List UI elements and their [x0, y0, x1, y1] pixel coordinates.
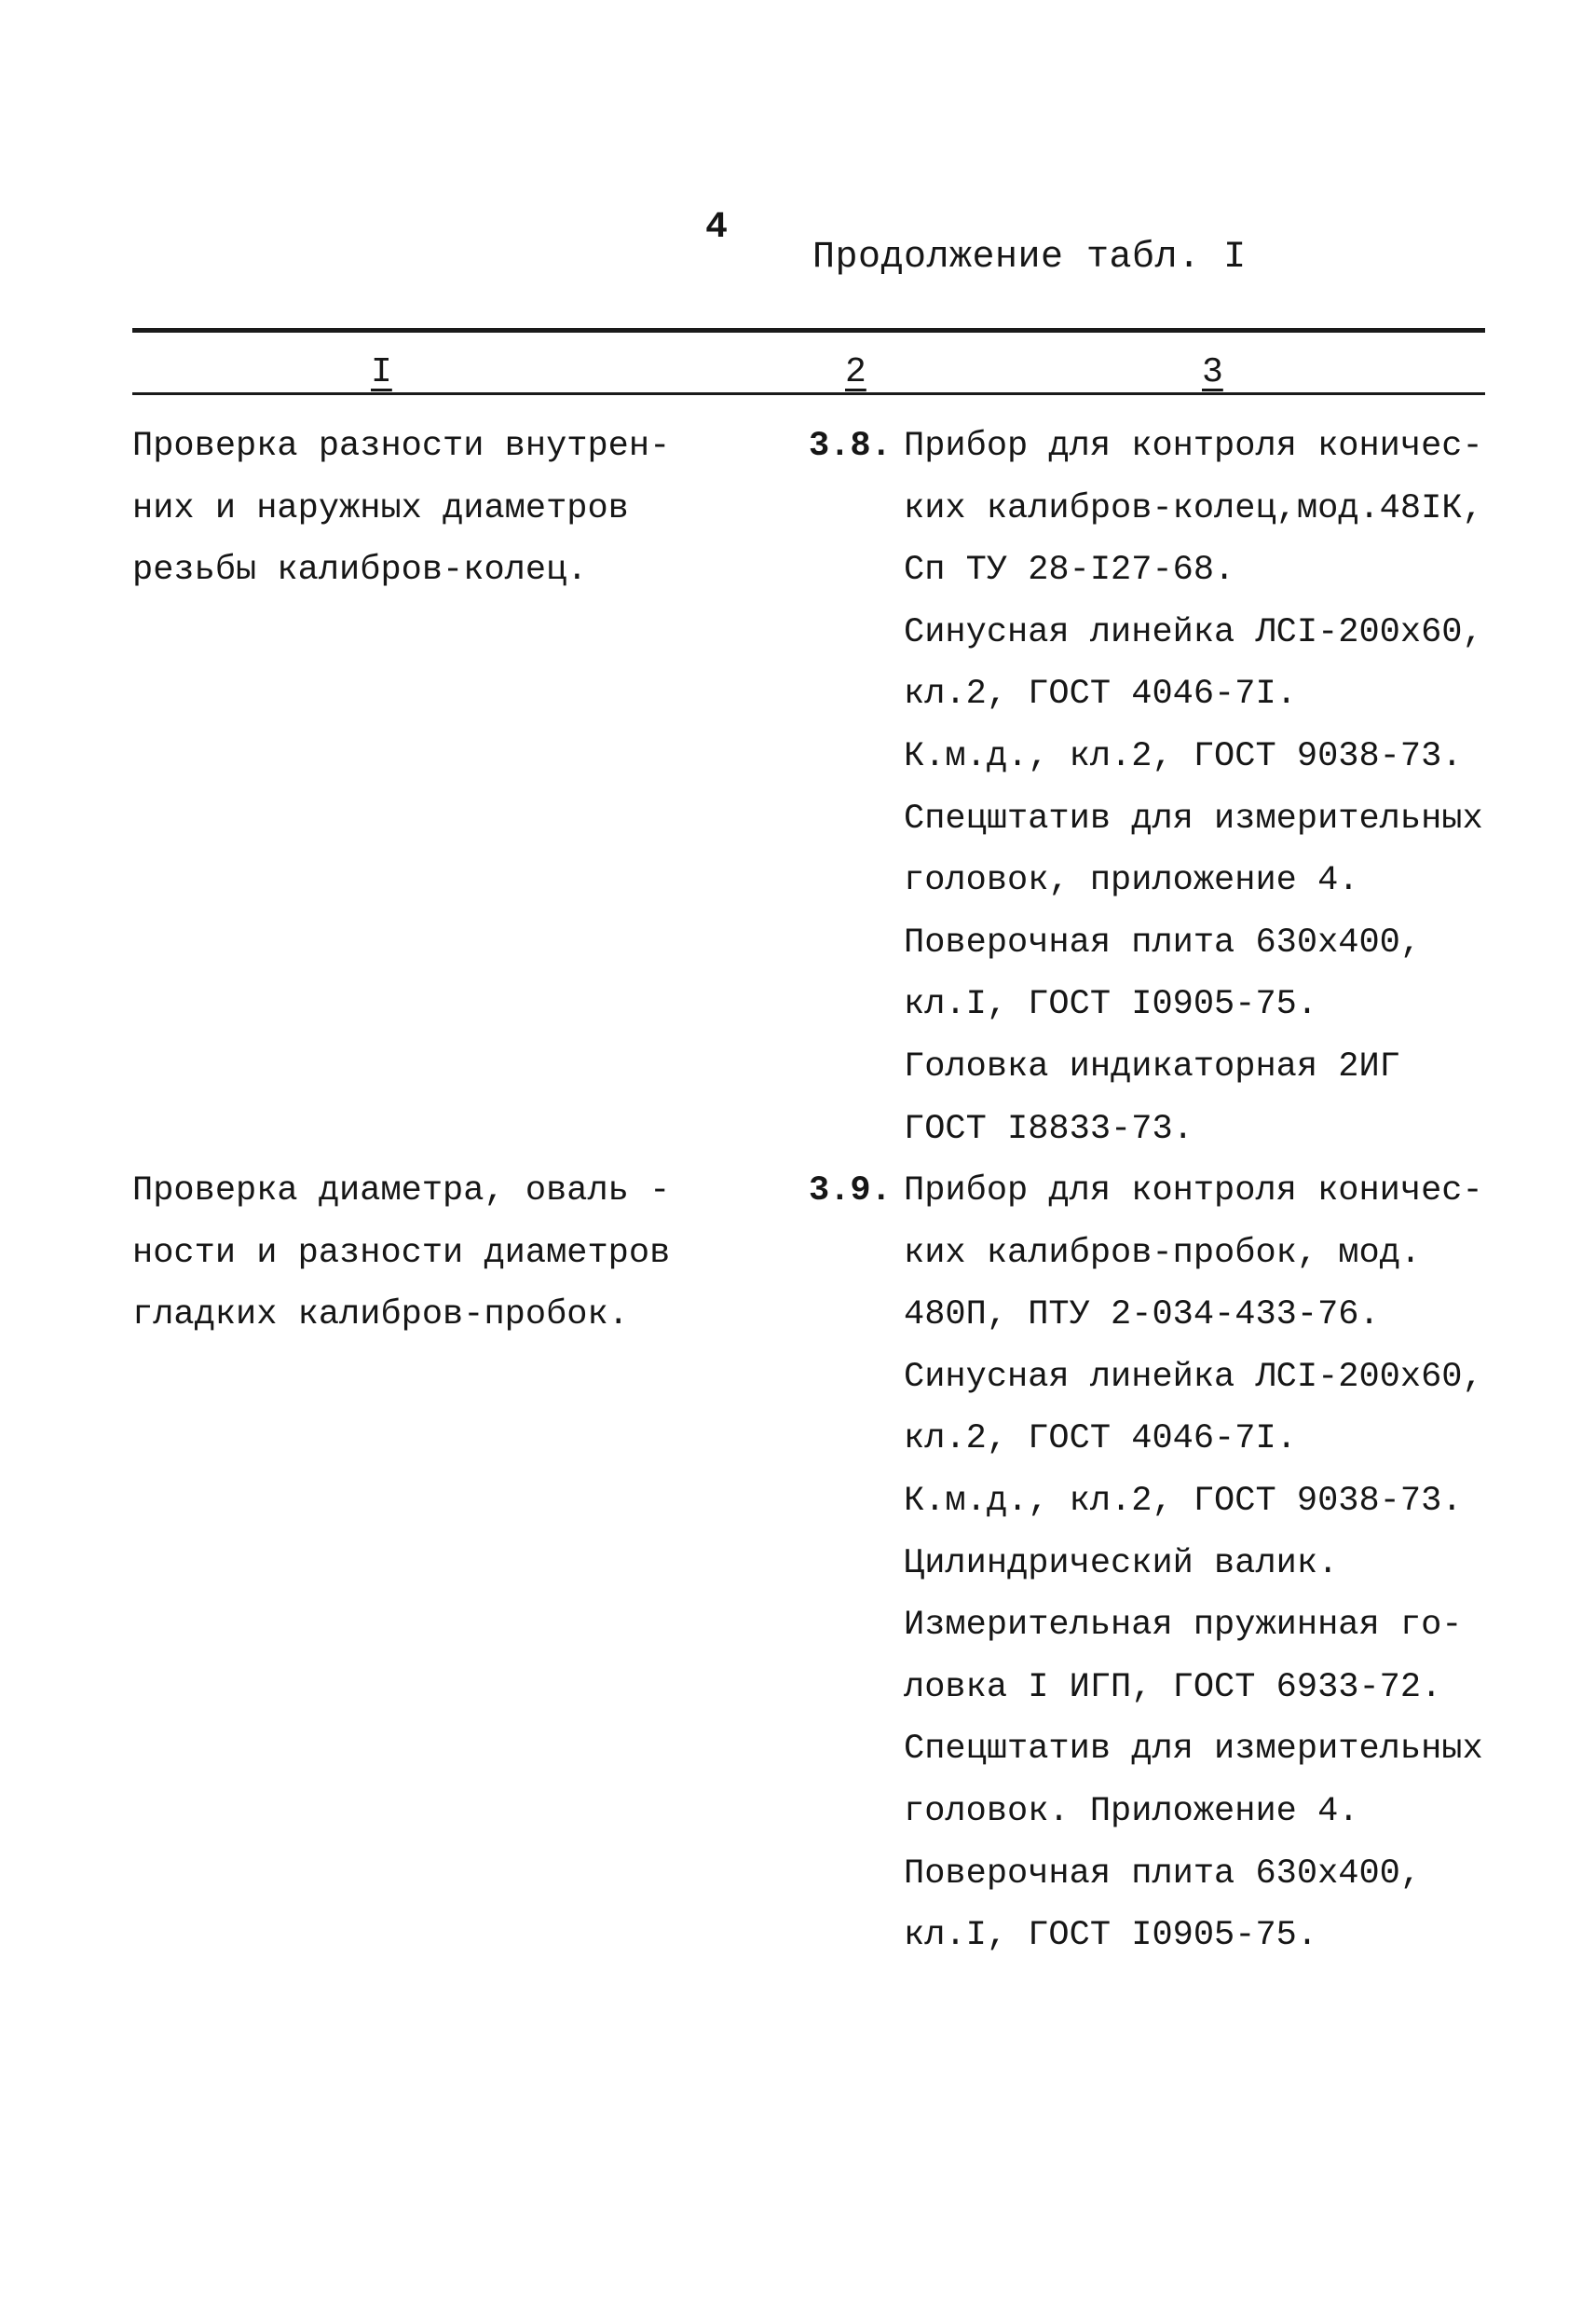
text-line: Поверочная плита 630х400,	[904, 923, 1422, 963]
text-line: ловка I ИГП, ГОСТ 6933-72.	[904, 1667, 1442, 1707]
row-equipment	[904, 1160, 1483, 1967]
text-line: Проверка разности внутрен-	[132, 427, 671, 466]
page-number: 4	[705, 207, 729, 249]
text-line: кл.2, ГОСТ 4046-7I.	[904, 1419, 1297, 1459]
text-line: Прибор для контроля коничес-	[904, 1171, 1483, 1211]
text-line: ГОСТ I8833-73.	[904, 1109, 1194, 1149]
text-line: ности и разности диаметров	[132, 1233, 671, 1273]
table-top-rule	[132, 328, 1485, 333]
text-line: них и наружных диаметров	[132, 488, 629, 528]
text-line: кл.I, ГОСТ I0905-75.	[904, 1916, 1318, 1956]
table-continuation-title: Продолжение табл. I	[812, 237, 1247, 279]
row-equipment	[904, 416, 1483, 1160]
row-description	[132, 416, 670, 602]
text-line: Спецштатив для измерительных	[904, 799, 1483, 839]
column-header-3: 3	[1202, 352, 1223, 392]
text-line: Синусная линейка ЛСI-200х60,	[904, 612, 1483, 652]
text-line: Цилиндрический валик.	[904, 1543, 1339, 1583]
column-header-2: 2	[845, 352, 866, 392]
text-line: гладких калибров-пробок.	[132, 1295, 629, 1335]
text-line: головок, приложение 4.	[904, 861, 1359, 901]
text-line: ких калибров-пробок, мод.	[904, 1233, 1422, 1273]
text-line: Поверочная плита 630х400,	[904, 1854, 1422, 1894]
row-item-number: 3.8.	[809, 427, 892, 466]
text-line: Головка индикаторная 2ИГ	[904, 1047, 1400, 1087]
text-line: Спецштатив для измерительных	[904, 1730, 1483, 1770]
column-header-1: I	[371, 352, 392, 392]
text-line: Синусная линейка ЛСI-200х60,	[904, 1357, 1483, 1397]
text-line: Измерительная пружинная го-	[904, 1606, 1463, 1646]
text-line: 480П, ПТУ 2-034-433-76.	[904, 1295, 1380, 1335]
text-line: К.м.д., кл.2, ГОСТ 9038-73.	[904, 736, 1463, 776]
text-line: резьбы калибров-колец.	[132, 551, 588, 591]
text-line: головок. Приложение 4.	[904, 1791, 1359, 1831]
text-line: К.м.д., кл.2, ГОСТ 9038-73.	[904, 1481, 1463, 1521]
table-header-rule	[132, 392, 1485, 395]
row-item-number: 3.9.	[809, 1171, 892, 1211]
text-line: кл.2, ГОСТ 4046-7I.	[904, 675, 1297, 715]
text-line: Прибор для контроля коничес-	[904, 427, 1483, 466]
text-line: Проверка диаметра, оваль -	[132, 1171, 671, 1211]
text-line: кл.I, ГОСТ I0905-75.	[904, 985, 1318, 1025]
row-description	[132, 1160, 670, 1347]
text-line: ких калибров-колец,мод.48IК,	[904, 488, 1483, 528]
text-line: Сп ТУ 28-I27-68.	[904, 551, 1235, 591]
